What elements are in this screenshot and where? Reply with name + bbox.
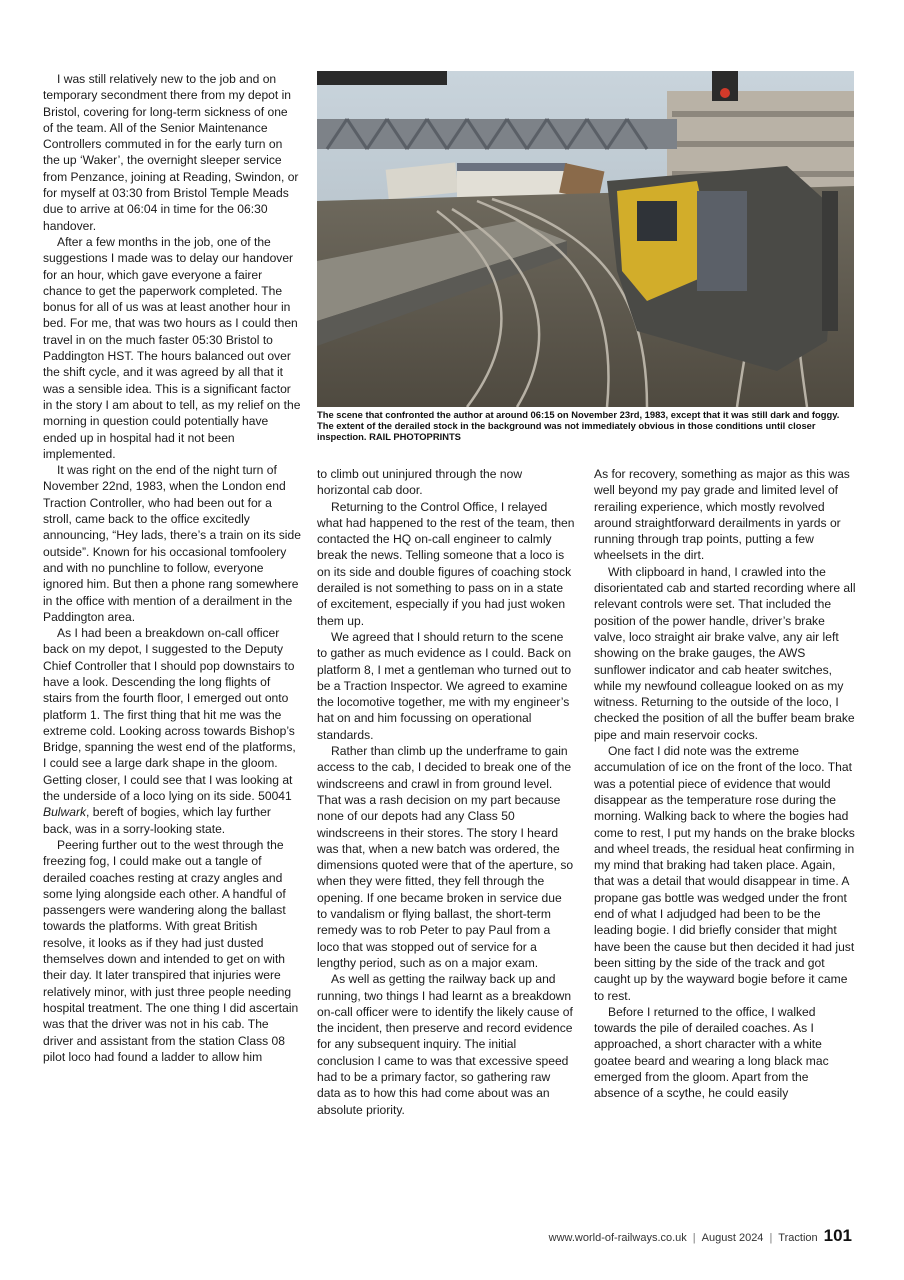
photo-caption: The scene that confronted the author at around 06:15 on November 23rd, 1983, except that it was still dark and foggy. The extent of the derailed stock in the background was not immediately obvious in those conditions until closer inspection. RAIL PHOTOPRINTS	[317, 409, 840, 442]
article-column-1	[43, 71, 301, 1065]
paragraph: to climb out uninjured through the now horizontal cab door.	[317, 467, 523, 498]
paragraph: Rather than climb up the underframe to gain access to the cab, I decided to break one of the windscreens and crawl in from ground level. That was a rash decision on my part because none of our depots had any Class 50 windscreens in their stores. The story I heard was that, when a new batch was ordered, the dimensions quoted were that of the aperture, so when they were fitted, they fell through the opening. If one became broken in service due to vandalism or flying ballast, the short-term remedy was to rob Peter to pay Paul from a loco that was stopped out of service for a lengthy period, such as on a major exam.	[317, 744, 574, 970]
paragraph	[43, 625, 301, 837]
paragraph: After a few months in the job, one of the suggestions I made was to delay our handover for an hour, which gave everyone a fairer chance to get the paperwork completed. The bonus for all of us was at least another hour in bed. For me, that was two hours as I could then travel in on the much faster 05:30 Bristol to Paddington HST. The hours balanced out over the shift cycle, and it was agreed by all that it was a sensible idea. This is a significant factor in the story I am about to tell, as my relief on the morning in question could potentially have ended up in hospital had it not been implemented.	[43, 234, 301, 461]
footer-website: www.world-of-railways.co.uk	[548, 1232, 687, 1244]
loco-name: Bulwark	[43, 805, 87, 820]
derailment-photo	[317, 71, 854, 407]
paragraph: Before I returned to the office, I walked towards the pile of derailed coaches. As I approached, a short character with a white goatee beard and wearing a long black mac emerged from the gloom. Apart from the absence of a scythe, he could easily	[594, 1004, 829, 1101]
footer-separator: |	[769, 1232, 773, 1244]
page-footer	[549, 1226, 852, 1246]
paragraph: We agreed that I should return to the scene to gather as much evidence as I could. Back on platform 8, I met a gentleman who turned out to be a Traction Inspector. We agreed to examine the locomotive together, me with my engineer’s hat on and him focussing on operational standards.	[317, 629, 572, 742]
paragraph-text: , bereft of bogies, which lay further back, was in a sorry-looking state.	[43, 805, 271, 836]
article-column-3	[594, 466, 856, 1102]
paragraph-text: As I had been a breakdown on-call officer back on my depot, I suggested to the Deputy Chief Controller that I should pop downstairs to have a look. Descending the long flights of stairs from the fourth floor, I emerged out onto platform 1. The first thing that hit me was the extreme cold. Looking across towards Bishop’s Bridge, spanning the west end of the platforms, I could see a large dark shape in the gloom. Getting closer, I could see that I was looking at the underside of a loco lying on its side. 50041	[43, 626, 296, 804]
paragraph: Returning to the Control Office, I relayed what had happened to the rest of the team, then contacted the HQ on-call engineer to calmly break the news. Telling someone that a loco is on its side and double figures of coaching stock derailed is not something to pass on in a state of excitement, especially if you had just woken them up.	[317, 499, 575, 628]
paragraph: It was right on the end of the night turn of November 22nd, 1983, when the London end Traction Controller, who had been out for a stroll, came back to the office excitedly announcing, “Hey lads, there’s a train on its side outside”. Known for his occasional tomfoolery and with no punchline to follow, everyone ignored him. But then a phone rang somewhere in the office with mention of a derailment in the Paddington area.	[43, 463, 301, 624]
paragraph: One fact I did note was the extreme accumulation of ice on the front of the loco. That was a potential piece of evidence that would disappear as the temperature rose during the morning. Walking back to where the bogies had come to rest, I put my hands on the brake blocks and wheel treads, the residual heat confirming in my mind that braking had taken place. Again, that was a detail that would disappear in time. A propane gas bottle was wedged under the front end of what I adjudged had been to be the leading bogie. I did briefly consider that might have been the cause but then decided it had just been sitting by the side of the track and got caught up by the wayward bogie before it came to rest.	[594, 744, 855, 1003]
derailment-photo-illustration	[317, 71, 854, 407]
paragraph: Peering further out to the west through the freezing fog, I could make out a tangle of derailed coaches resting at crazy angles and some lying alongside each other. A handful of passengers were wandering along the ballast towards the platforms. With great British resolve, it looks as if they had just dusted themselves down and intended to get on with their day. It later transpired that injuries were relatively minor, with just three people needing hospital treatment. The one thing I did ascertain was that the driver was not in his cab. The driver and assistant from the station Class 08 pilot loco had found a ladder to allow him	[43, 837, 299, 1064]
footer-issue: August 2024	[701, 1232, 764, 1244]
article-column-2	[317, 466, 575, 1118]
paragraph: As for recovery, something as major as this was well beyond my pay grade and limited level of rerailing experience, which mostly revolved around straightforward derailments in yards or running through trap points, putting a few wheelsets in the dirt.	[594, 467, 850, 563]
page-number: 101	[823, 1226, 852, 1245]
footer-magazine: Traction	[778, 1232, 818, 1244]
paragraph: With clipboard in hand, I crawled into the disorientated cab and started recording where all relevant controls were set. That included the position of the power handle, driver’s brake valve, loco straight air brake valve, any air left showing on the brake gauges, the AWS sunflower indicator and cab heater switches, while my newfound colleague looked on as my witness. Returning to the outside of the loco, I checked the position of all the buffer beam brake pipe and main reservoir cocks.	[594, 564, 856, 742]
footer-separator: |	[692, 1232, 696, 1244]
paragraph: As well as getting the railway back up and running, two things I had learnt as a breakdown on-call officer were to identify the likely cause of the incident, then preserve and record evidence for any subsequent inquiry. The initial conclusion I came to was that excessive speed had to be a primary factor, so gathering raw data as to how this had come about was an absolute priority.	[317, 972, 573, 1117]
paragraph: I was still relatively new to the job and on temporary secondment there from my depot in Bristol, covering for long-term sickness of one of the team. All of the Senior Maintenance Controllers commuted in for the early turn on the up ‘Waker’, the overnight sleeper service from Penzance, joining at Reading, Swindon, or for myself at 03:30 from Bristol Temple Meads due to arrive at 06:04 in time for the 06:30 handover.	[43, 72, 299, 233]
